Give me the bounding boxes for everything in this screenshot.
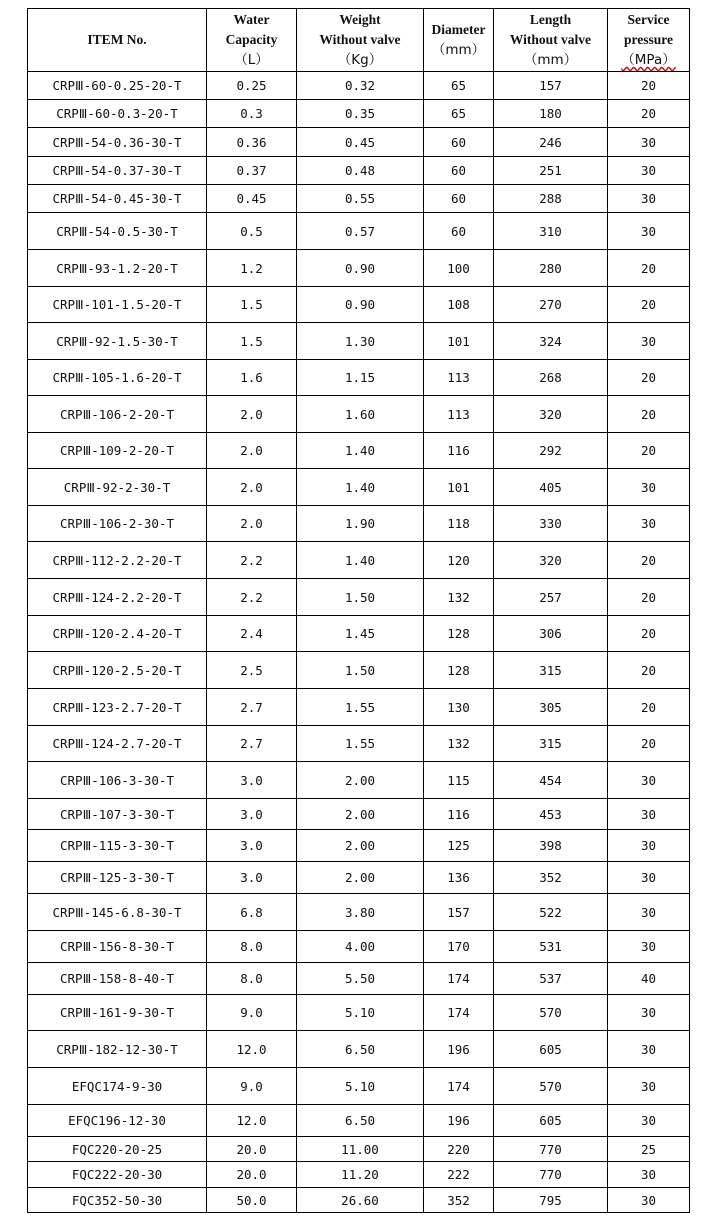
cell-item: CRPⅢ-158-8-40-T (28, 963, 207, 995)
cell-item: CRPⅢ-120-2.4-20-T (28, 616, 207, 652)
table-row (28, 213, 690, 250)
header-row (28, 9, 690, 72)
cell-weight: 1.30 (297, 323, 424, 360)
cell-item: CRPⅢ-124-2.2-20-T (28, 579, 207, 616)
cell-item: CRPⅢ-123-2.7-20-T (28, 689, 207, 726)
cell-length: 315 (494, 726, 608, 762)
table-row (28, 931, 690, 963)
cell-capacity: 9.0 (207, 1068, 297, 1105)
cell-length: 305 (494, 689, 608, 726)
cell-item: CRPⅢ-54-0.36-30-T (28, 128, 207, 157)
cell-weight: 11.00 (297, 1137, 424, 1162)
cell-weight: 1.55 (297, 726, 424, 762)
cell-capacity: 2.2 (207, 542, 297, 579)
cell-length: 306 (494, 616, 608, 652)
cell-capacity: 8.0 (207, 963, 297, 995)
cell-item: FQC222-20-30 (28, 1162, 207, 1188)
cell-diameter: 136 (424, 862, 494, 894)
cell-capacity: 2.4 (207, 616, 297, 652)
cell-weight: 6.50 (297, 1105, 424, 1137)
cell-capacity: 3.0 (207, 830, 297, 862)
cell-pressure: 30 (608, 213, 690, 250)
table-row (28, 250, 690, 287)
cell-length: 320 (494, 396, 608, 433)
cell-capacity: 2.0 (207, 469, 297, 506)
table-row (28, 1031, 690, 1068)
cell-pressure: 20 (608, 250, 690, 287)
cell-capacity: 2.7 (207, 689, 297, 726)
cell-item: CRPⅢ-106-3-30-T (28, 762, 207, 799)
cell-weight: 1.45 (297, 616, 424, 652)
cell-weight: 2.00 (297, 762, 424, 799)
cell-item: CRPⅢ-101-1.5-20-T (28, 287, 207, 323)
cell-weight: 1.40 (297, 469, 424, 506)
cell-length: 795 (494, 1188, 608, 1213)
cell-weight: 1.50 (297, 579, 424, 616)
table-row (28, 1188, 690, 1213)
cell-pressure: 30 (608, 157, 690, 185)
header-item-no: ITEM No. (28, 9, 207, 72)
cell-diameter: 100 (424, 250, 494, 287)
cell-capacity: 1.5 (207, 323, 297, 360)
cell-capacity: 2.0 (207, 396, 297, 433)
cell-capacity: 12.0 (207, 1031, 297, 1068)
cell-length: 605 (494, 1031, 608, 1068)
cell-capacity: 3.0 (207, 862, 297, 894)
cell-pressure: 20 (608, 72, 690, 100)
table-row (28, 100, 690, 128)
cell-length: 324 (494, 323, 608, 360)
cell-capacity: 0.5 (207, 213, 297, 250)
header-weight: Weight Without valve （Kg） (297, 9, 424, 72)
cell-capacity: 12.0 (207, 1105, 297, 1137)
cell-item: CRPⅢ-92-1.5-30-T (28, 323, 207, 360)
cell-capacity: 0.45 (207, 185, 297, 213)
table-body (28, 72, 690, 1213)
cell-length: 180 (494, 100, 608, 128)
cell-weight: 0.90 (297, 287, 424, 323)
table-row (28, 506, 690, 542)
cell-item: CRPⅢ-125-3-30-T (28, 862, 207, 894)
cell-length: 405 (494, 469, 608, 506)
table-row (28, 894, 690, 931)
cell-diameter: 116 (424, 799, 494, 830)
table-row (28, 469, 690, 506)
cell-length: 770 (494, 1137, 608, 1162)
cell-diameter: 101 (424, 323, 494, 360)
cell-weight: 1.15 (297, 360, 424, 396)
cell-weight: 2.00 (297, 830, 424, 862)
cell-capacity: 1.6 (207, 360, 297, 396)
cell-diameter: 101 (424, 469, 494, 506)
cell-weight: 4.00 (297, 931, 424, 963)
cell-diameter: 220 (424, 1137, 494, 1162)
cell-pressure: 20 (608, 542, 690, 579)
table-row (28, 652, 690, 689)
cell-diameter: 113 (424, 360, 494, 396)
cell-pressure: 20 (608, 726, 690, 762)
cell-length: 270 (494, 287, 608, 323)
cell-weight: 1.60 (297, 396, 424, 433)
cell-capacity: 2.2 (207, 579, 297, 616)
cell-pressure: 20 (608, 433, 690, 469)
cell-weight: 1.40 (297, 433, 424, 469)
table-row (28, 72, 690, 100)
cell-pressure: 30 (608, 995, 690, 1031)
cell-diameter: 174 (424, 995, 494, 1031)
cell-diameter: 157 (424, 894, 494, 931)
cell-pressure: 30 (608, 1105, 690, 1137)
cell-capacity: 2.5 (207, 652, 297, 689)
cell-length: 310 (494, 213, 608, 250)
header-length: Length Without valve （mm） (494, 9, 608, 72)
cell-capacity: 3.0 (207, 762, 297, 799)
cell-pressure: 25 (608, 1137, 690, 1162)
cell-weight: 1.50 (297, 652, 424, 689)
cell-length: 537 (494, 963, 608, 995)
cell-pressure: 20 (608, 579, 690, 616)
table-row (28, 157, 690, 185)
cell-capacity: 2.0 (207, 506, 297, 542)
header-service-pressure: Service pressure （MPa） (608, 9, 690, 72)
table-row (28, 963, 690, 995)
cell-weight: 1.90 (297, 506, 424, 542)
spec-table (27, 8, 690, 1213)
table-row (28, 579, 690, 616)
cell-item: EFQC196-12-30 (28, 1105, 207, 1137)
cell-diameter: 174 (424, 963, 494, 995)
cell-item: CRPⅢ-106-2-30-T (28, 506, 207, 542)
cell-diameter: 125 (424, 830, 494, 862)
cell-length: 315 (494, 652, 608, 689)
cell-weight: 0.35 (297, 100, 424, 128)
cell-pressure: 20 (608, 652, 690, 689)
cell-weight: 0.48 (297, 157, 424, 185)
cell-pressure: 30 (608, 1188, 690, 1213)
cell-diameter: 115 (424, 762, 494, 799)
cell-diameter: 132 (424, 579, 494, 616)
cell-item: CRPⅢ-54-0.5-30-T (28, 213, 207, 250)
table-row (28, 1068, 690, 1105)
cell-length: 330 (494, 506, 608, 542)
table-row (28, 830, 690, 862)
cell-weight: 2.00 (297, 799, 424, 830)
cell-pressure: 20 (608, 689, 690, 726)
cell-weight: 5.10 (297, 1068, 424, 1105)
cell-length: 280 (494, 250, 608, 287)
table-row (28, 128, 690, 157)
cell-pressure: 30 (608, 1068, 690, 1105)
cell-item: EFQC174-9-30 (28, 1068, 207, 1105)
table-row (28, 360, 690, 396)
cell-diameter: 60 (424, 128, 494, 157)
cell-weight: 2.00 (297, 862, 424, 894)
cell-diameter: 128 (424, 616, 494, 652)
cell-diameter: 65 (424, 72, 494, 100)
cell-pressure: 20 (608, 396, 690, 433)
table-row (28, 995, 690, 1031)
cell-diameter: 120 (424, 542, 494, 579)
cell-weight: 5.10 (297, 995, 424, 1031)
cell-diameter: 65 (424, 100, 494, 128)
cell-capacity: 8.0 (207, 931, 297, 963)
table-row (28, 799, 690, 830)
cell-pressure: 20 (608, 360, 690, 396)
cell-length: 352 (494, 862, 608, 894)
cell-capacity: 0.36 (207, 128, 297, 157)
cell-pressure: 20 (608, 100, 690, 128)
cell-capacity: 2.0 (207, 433, 297, 469)
table-row (28, 762, 690, 799)
cell-item: CRPⅢ-54-0.37-30-T (28, 157, 207, 185)
cell-item: CRPⅢ-60-0.25-20-T (28, 72, 207, 100)
cell-weight: 0.45 (297, 128, 424, 157)
cell-length: 453 (494, 799, 608, 830)
cell-item: CRPⅢ-120-2.5-20-T (28, 652, 207, 689)
cell-capacity: 9.0 (207, 995, 297, 1031)
cell-diameter: 130 (424, 689, 494, 726)
cell-length: 531 (494, 931, 608, 963)
cell-pressure: 30 (608, 185, 690, 213)
cell-item: CRPⅢ-60-0.3-20-T (28, 100, 207, 128)
cell-length: 268 (494, 360, 608, 396)
cell-capacity: 3.0 (207, 799, 297, 830)
cell-pressure: 30 (608, 128, 690, 157)
cell-item: CRPⅢ-92-2-30-T (28, 469, 207, 506)
cell-length: 320 (494, 542, 608, 579)
cell-diameter: 116 (424, 433, 494, 469)
cell-weight: 3.80 (297, 894, 424, 931)
cell-capacity: 6.8 (207, 894, 297, 931)
cell-length: 570 (494, 995, 608, 1031)
cell-item: CRPⅢ-106-2-20-T (28, 396, 207, 433)
header-diameter: Diameter （mm） (424, 9, 494, 72)
cell-item: CRPⅢ-107-3-30-T (28, 799, 207, 830)
cell-weight: 0.90 (297, 250, 424, 287)
cell-capacity: 1.5 (207, 287, 297, 323)
cell-length: 605 (494, 1105, 608, 1137)
cell-pressure: 30 (608, 830, 690, 862)
table-row (28, 287, 690, 323)
table-row (28, 1137, 690, 1162)
cell-weight: 26.60 (297, 1188, 424, 1213)
cell-pressure: 40 (608, 963, 690, 995)
cell-item: CRPⅢ-145-6.8-30-T (28, 894, 207, 931)
cell-length: 251 (494, 157, 608, 185)
cell-diameter: 222 (424, 1162, 494, 1188)
cell-diameter: 174 (424, 1068, 494, 1105)
table-row (28, 185, 690, 213)
cell-item: CRPⅢ-54-0.45-30-T (28, 185, 207, 213)
cell-diameter: 118 (424, 506, 494, 542)
cell-length: 398 (494, 830, 608, 862)
table-row (28, 1105, 690, 1137)
cell-capacity: 20.0 (207, 1162, 297, 1188)
cell-pressure: 30 (608, 762, 690, 799)
cell-weight: 5.50 (297, 963, 424, 995)
cell-pressure: 30 (608, 799, 690, 830)
cell-diameter: 128 (424, 652, 494, 689)
cell-diameter: 352 (424, 1188, 494, 1213)
cell-capacity: 20.0 (207, 1137, 297, 1162)
cell-pressure: 30 (608, 862, 690, 894)
cell-pressure: 30 (608, 506, 690, 542)
cell-item: CRPⅢ-105-1.6-20-T (28, 360, 207, 396)
cell-pressure: 20 (608, 287, 690, 323)
header-water-capacity: Water Capacity （L） (207, 9, 297, 72)
cell-pressure: 30 (608, 323, 690, 360)
table-row (28, 542, 690, 579)
cell-diameter: 60 (424, 157, 494, 185)
cell-item: CRPⅢ-161-9-30-T (28, 995, 207, 1031)
cell-weight: 1.55 (297, 689, 424, 726)
cell-diameter: 60 (424, 185, 494, 213)
cell-diameter: 132 (424, 726, 494, 762)
cell-length: 522 (494, 894, 608, 931)
cell-pressure: 30 (608, 1031, 690, 1068)
cell-capacity: 1.2 (207, 250, 297, 287)
cell-length: 454 (494, 762, 608, 799)
cell-diameter: 196 (424, 1105, 494, 1137)
cell-item: FQC220-20-25 (28, 1137, 207, 1162)
cell-length: 246 (494, 128, 608, 157)
table-row (28, 726, 690, 762)
cell-item: CRPⅢ-93-1.2-20-T (28, 250, 207, 287)
table-row (28, 862, 690, 894)
table-row (28, 396, 690, 433)
cell-length: 157 (494, 72, 608, 100)
cell-item: FQC352-50-30 (28, 1188, 207, 1213)
cell-diameter: 196 (424, 1031, 494, 1068)
cell-length: 288 (494, 185, 608, 213)
cell-length: 292 (494, 433, 608, 469)
cell-capacity: 0.37 (207, 157, 297, 185)
table-row (28, 616, 690, 652)
cell-weight: 1.40 (297, 542, 424, 579)
cell-item: CRPⅢ-124-2.7-20-T (28, 726, 207, 762)
cell-weight: 6.50 (297, 1031, 424, 1068)
cell-pressure: 30 (608, 894, 690, 931)
cell-item: CRPⅢ-182-12-30-T (28, 1031, 207, 1068)
cell-pressure: 30 (608, 469, 690, 506)
cell-weight: 0.32 (297, 72, 424, 100)
cell-item: CRPⅢ-115-3-30-T (28, 830, 207, 862)
cell-pressure: 30 (608, 931, 690, 963)
cell-length: 570 (494, 1068, 608, 1105)
cell-weight: 11.20 (297, 1162, 424, 1188)
cell-pressure: 20 (608, 616, 690, 652)
cell-item: CRPⅢ-112-2.2-20-T (28, 542, 207, 579)
cell-capacity: 2.7 (207, 726, 297, 762)
cell-weight: 0.57 (297, 213, 424, 250)
table-row (28, 689, 690, 726)
cell-pressure: 30 (608, 1162, 690, 1188)
cell-weight: 0.55 (297, 185, 424, 213)
cell-length: 257 (494, 579, 608, 616)
cell-diameter: 113 (424, 396, 494, 433)
cell-diameter: 170 (424, 931, 494, 963)
cell-capacity: 0.3 (207, 100, 297, 128)
table-row (28, 1162, 690, 1188)
cell-length: 770 (494, 1162, 608, 1188)
cell-capacity: 0.25 (207, 72, 297, 100)
cell-diameter: 60 (424, 213, 494, 250)
table-row (28, 433, 690, 469)
cell-item: CRPⅢ-109-2-20-T (28, 433, 207, 469)
cell-diameter: 108 (424, 287, 494, 323)
cell-capacity: 50.0 (207, 1188, 297, 1213)
table-row (28, 323, 690, 360)
cell-item: CRPⅢ-156-8-30-T (28, 931, 207, 963)
